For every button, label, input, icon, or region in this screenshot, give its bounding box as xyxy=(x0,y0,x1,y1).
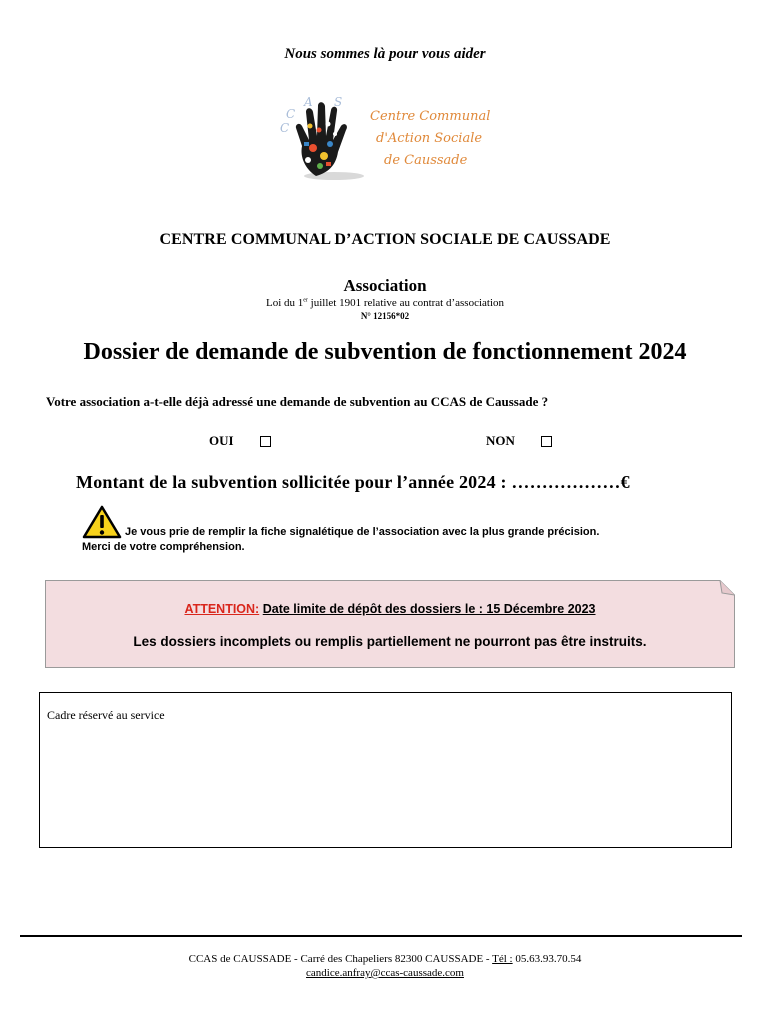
association-law: Loi du 1er juillet 1901 relative au contrat d’association xyxy=(265,297,505,309)
submission-deadline: Date limite de dépôt des dossiers le : 15 Décembre 2023 xyxy=(262,602,596,616)
association-title: Association xyxy=(343,276,427,295)
footer-email-link[interactable]: candice.anfray@ccas-caussade.com xyxy=(306,967,464,979)
footer-address: CCAS de CAUSSADE - Carré des Chapeliers 82300 CAUSSADE - Tél : 05.63.93.70.54 xyxy=(188,953,582,965)
service-reserved-label: Cadre réservé au service xyxy=(47,708,165,722)
organization-name: CENTRE COMMUNAL D’ACTION SOCIALE DE CAUSSADE xyxy=(159,231,611,248)
ccas-logo: A S C C Centre Communal d'Action Sociale de Caussade xyxy=(272,92,502,182)
option-non[interactable] xyxy=(486,433,552,449)
previous-request-question: Votre association a-t-elle déjà adressé une demande de subvention au CCAS de Caussade ? xyxy=(46,394,549,409)
incomplete-file-warning: Les dossiers incomplets ou remplis partiellement ne pourront pas être instruits. xyxy=(133,634,647,649)
notice-text: Je vous prie de remplir la fiche signalétique de l’association avec la plus grande précision. Merci de votre compréhension. xyxy=(82,526,600,553)
logo-text: Centre Communal d'Action Sociale de Caussade xyxy=(370,109,491,168)
dossier-title: Dossier de demande de subvention de fonctionnement 2024 xyxy=(83,339,687,365)
attention-deadline-line xyxy=(45,602,735,616)
requested-amount: Montant de la subvention sollicitée pour l’année 2024 : ………………€ xyxy=(76,472,630,492)
attention-box xyxy=(45,580,735,668)
option-oui-label: OUI xyxy=(209,433,234,448)
option-oui[interactable] xyxy=(209,433,271,449)
oui-checkbox[interactable] xyxy=(260,436,271,447)
association-number: N° 12156*02 xyxy=(360,311,410,321)
footer-divider xyxy=(20,935,742,937)
non-checkbox[interactable] xyxy=(541,436,552,447)
tagline: Nous sommes là pour vous aider xyxy=(284,46,486,62)
service-reserved-box xyxy=(39,692,732,848)
attention-label: ATTENTION: xyxy=(184,602,260,616)
option-non-label: NON xyxy=(486,433,515,448)
